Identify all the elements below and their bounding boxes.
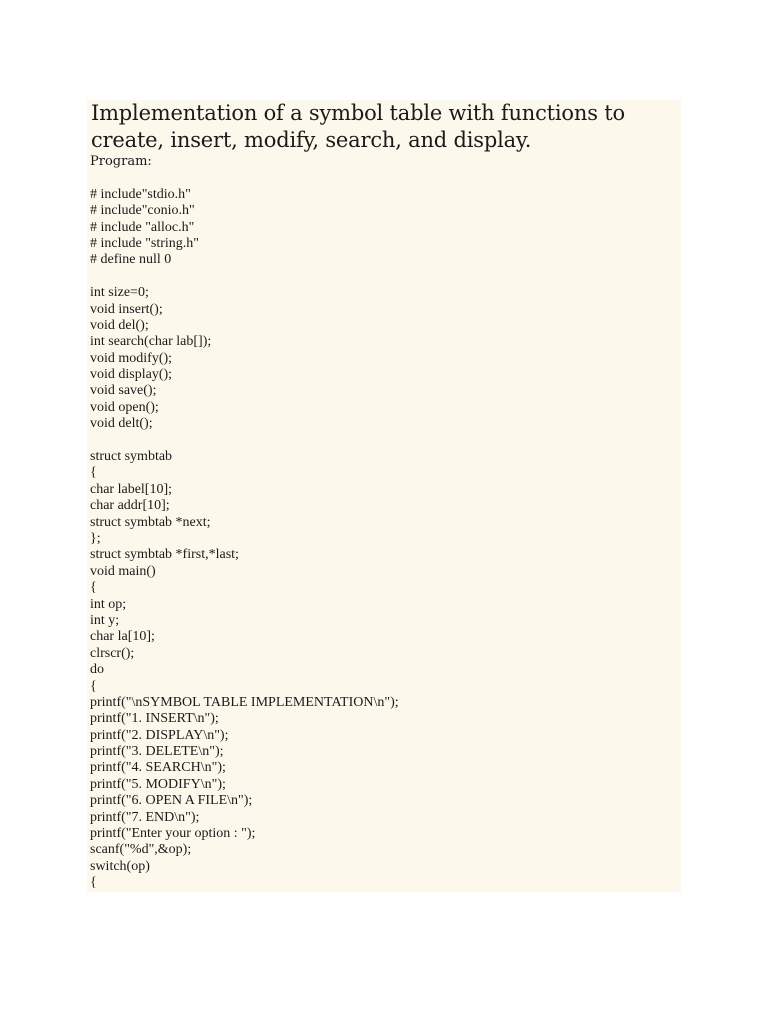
code-line: scanf("%d",&op); bbox=[90, 842, 192, 858]
program-label: Program: bbox=[90, 154, 152, 169]
code-line: int search(char lab[]); bbox=[90, 334, 212, 350]
code-line: void modify(); bbox=[90, 350, 173, 366]
code-line bbox=[90, 433, 681, 449]
code-listing bbox=[87, 170, 681, 891]
code-line: printf("5. MODIFY\n"); bbox=[90, 776, 226, 792]
code-line: int op; bbox=[90, 596, 127, 612]
code-line: struct symbtab *next; bbox=[90, 514, 211, 530]
code-line bbox=[90, 269, 681, 285]
code-line: # include "alloc.h" bbox=[90, 219, 195, 235]
code-line: # include "string.h" bbox=[90, 235, 200, 251]
code-line: struct symbtab bbox=[90, 449, 173, 465]
code-line: { bbox=[90, 580, 97, 596]
code-line: char addr[10]; bbox=[90, 498, 170, 514]
code-line: struct symbtab *first,*last; bbox=[90, 547, 239, 563]
code-line: { bbox=[90, 678, 97, 694]
code-line: void display(); bbox=[90, 367, 173, 383]
code-line: printf("2. DISPLAY\n"); bbox=[90, 727, 229, 743]
code-line: switch(op) bbox=[90, 858, 150, 874]
code-line: void del(); bbox=[90, 317, 149, 333]
code-line: printf("3. DELETE\n"); bbox=[90, 744, 224, 760]
code-line: # include"conio.h" bbox=[90, 203, 195, 219]
code-line: void delt(); bbox=[90, 416, 153, 432]
code-line: void open(); bbox=[90, 399, 159, 415]
code-line: int y; bbox=[90, 612, 120, 628]
code-line: printf("4. SEARCH\n"); bbox=[90, 760, 226, 776]
code-line: int size=0; bbox=[90, 285, 149, 301]
code-line: char la[10]; bbox=[90, 629, 155, 645]
code-line: { bbox=[90, 875, 97, 891]
code-line: clrscr(); bbox=[90, 645, 135, 661]
code-line: void insert(); bbox=[90, 301, 163, 317]
code-line: printf("7. END\n"); bbox=[90, 809, 200, 825]
code-line: printf("\nSYMBOL TABLE IMPLEMENTATION\n"); bbox=[90, 694, 399, 710]
code-line bbox=[90, 170, 681, 186]
code-line: do bbox=[90, 662, 104, 678]
code-line: printf("1. INSERT\n"); bbox=[90, 711, 219, 727]
code-line: printf("6. OPEN A FILE\n"); bbox=[90, 793, 253, 809]
code-line: void main() bbox=[90, 563, 156, 579]
code-line: void save(); bbox=[90, 383, 157, 399]
code-line: # include"stdio.h" bbox=[90, 186, 191, 202]
code-line: { bbox=[90, 465, 97, 481]
code-line: char label[10]; bbox=[90, 481, 173, 497]
document-page bbox=[87, 100, 681, 892]
code-line: }; bbox=[90, 531, 101, 546]
code-line: # define null 0 bbox=[90, 252, 172, 268]
code-line: printf("Enter your option : "); bbox=[90, 826, 256, 842]
document-title: Implementation of a symbol table with functions to create, insert, modify, search, and display. bbox=[91, 101, 625, 152]
